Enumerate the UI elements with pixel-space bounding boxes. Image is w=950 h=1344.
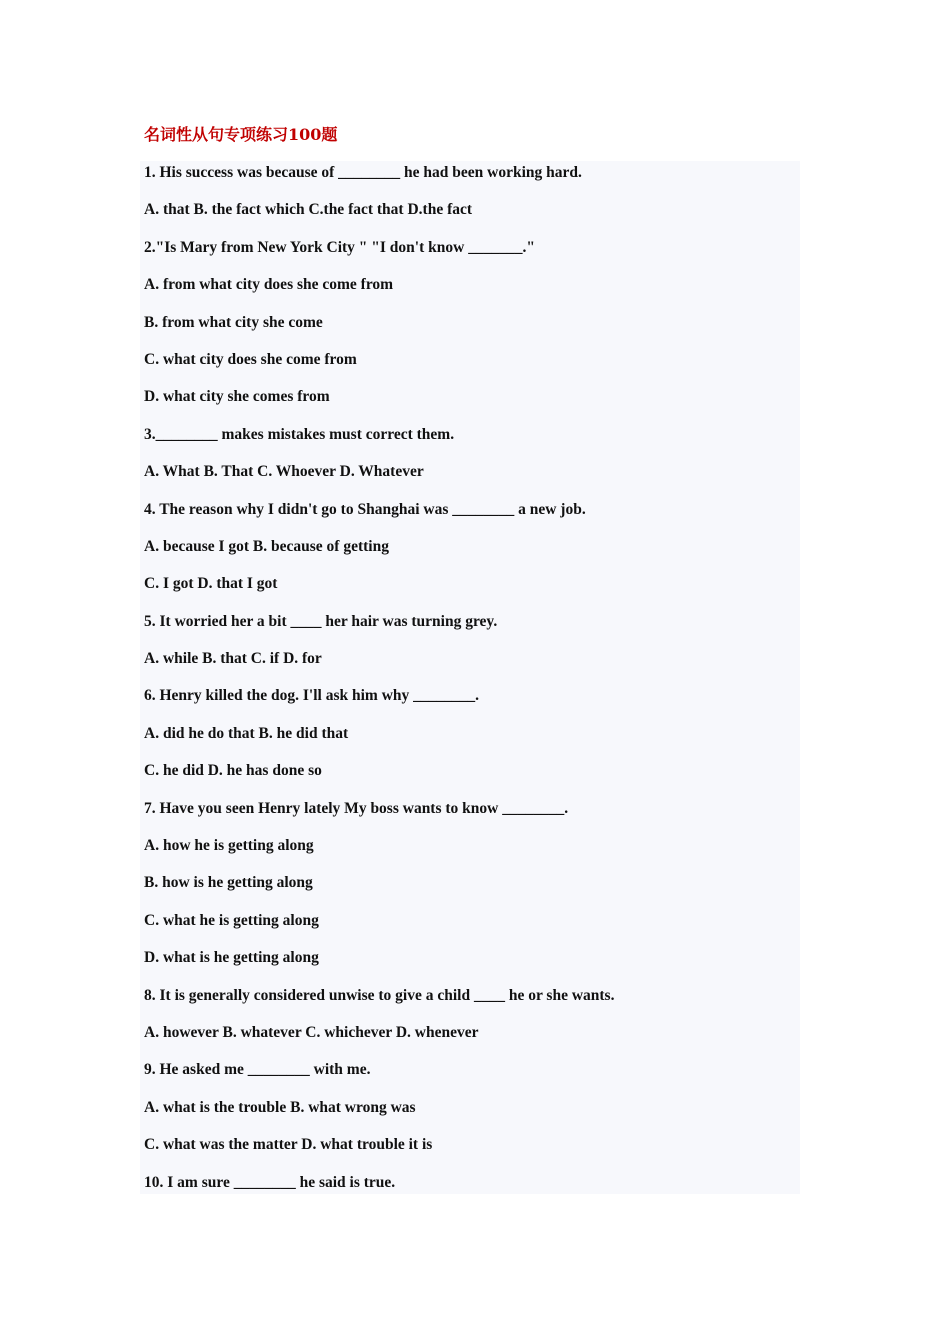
question-text: 8. It is generally considered unwise to give a child ____ he or she wants. [144,986,615,1004]
question-text: 4. The reason why I didn't go to Shanghai was ________ a new job. [144,500,586,518]
answer-options: C. I got D. that I got [144,575,278,593]
question-text: 6. Henry killed the dog. I'll ask him why ________. [144,687,480,705]
question-text: 2."Is Mary from New York City " "I don't know _______." [144,238,535,256]
answer-options: C. what he is getting along [144,911,319,929]
answer-options: A. from what city does she come from [144,276,394,294]
answer-options: C. he did D. he has done so [144,762,322,780]
answer-options: A. because I got B. because of getting [144,537,389,555]
answer-options: C. what was the matter D. what trouble it is [144,1136,433,1154]
question-text: 1. His success was because of ________ he had been working hard. [144,164,582,181]
answer-options: A. what is the trouble B. what wrong was [144,1098,416,1116]
answer-options: D. what is he getting along [144,949,319,967]
question-text: 3.________ makes mistakes must correct them. [144,425,455,443]
answer-options: A. What B. That C. Whoever D. Whatever [144,463,424,481]
answer-options: A. however B. whatever C. whichever D. whenever [144,1023,479,1041]
answer-options: A. did he do that B. he did that [144,724,349,742]
document-title: 名词性从句专项练习100题 [144,125,338,144]
answer-options: B. from what city she come [144,313,323,331]
answer-options: A. how he is getting along [144,837,314,855]
question-text: 9. He asked me ________ with me. [144,1061,371,1079]
answer-options: A. while B. that C. if D. for [144,650,322,668]
answer-options: B. how is he getting along [144,874,313,892]
answer-options: D. what city she comes from [144,388,330,406]
answer-options: C. what city does she come from [144,350,357,368]
question-text: 10. I am sure ________ he said is true. [144,1173,396,1191]
question-list [144,161,800,1208]
question-text: 5. It worried her a bit ____ her hair was turning grey. [144,612,498,630]
answer-options: A. that B. the fact which C.the fact that D.the fact [144,201,473,219]
question-text: 7. Have you seen Henry lately My boss wants to know ________. [144,799,569,817]
